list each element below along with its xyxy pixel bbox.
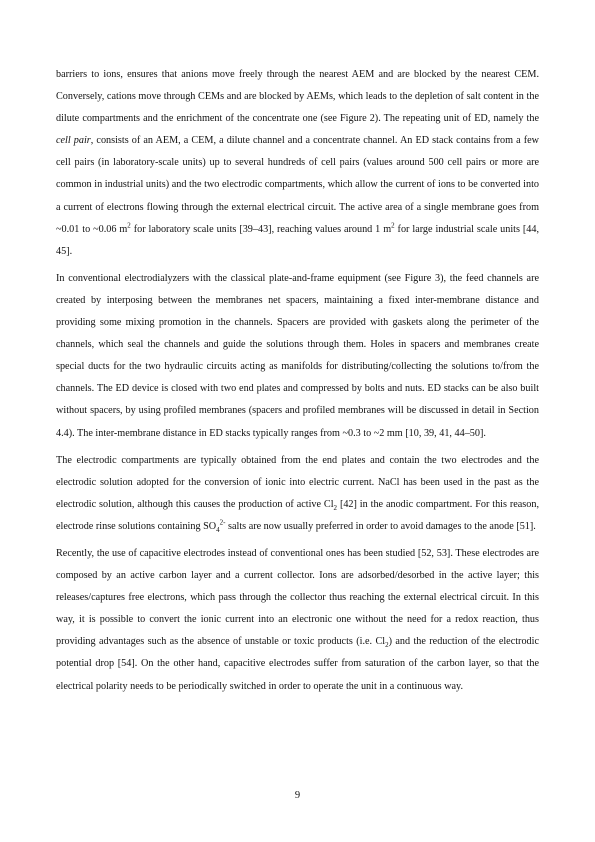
text-segment: for laboratory scale units [39–43], reaching values around 1 m [130, 223, 392, 235]
text-segment: cell pair [56, 135, 91, 147]
text-segment: 2 [333, 503, 338, 512]
paragraph-4 [56, 543, 539, 698]
page-number: 9 [294, 790, 301, 801]
text-segment: 2 [385, 641, 389, 650]
text-segment: [42] in the anodic compartment. For this reason, electrode rinse solutions containing SO [56, 498, 539, 532]
text-segment: In conventional electrodialyzers with the classical plate-and-frame equipment (see Figure 3), the feed channels are created by interposing between the membranes net spacers, maintaining a fixed inter-membrane distance and providing some mixing promotion in the channels. Spacers are provided with gaskets along the perimeter of the channels, which seal the channels and guide the solutions through them. Holes in spacers and membranes create special ducts for the two hydraulic circuits acting as manifolds for distributing/collecting the solutions to/from the channels. The ED device is closed with two end plates and compressed by bolts and nuts. ED stacks can be also built without spacers, by using profiled membranes (spacers and profiled membranes will be discussed in detail in Section 4.4). The inter-membrane distance in ED stacks typically ranges from ~0.3 to ~2 mm [10, 39, 41, 44–50]. [56, 272, 539, 439]
paragraph-2 [56, 268, 539, 445]
body-text [56, 64, 539, 703]
text-segment: 2 [127, 221, 131, 230]
text-segment: 4 [216, 525, 220, 534]
text-segment: 2- [219, 518, 226, 527]
text-segment: barriers to ions, ensures that anions move freely through the nearest AEM and are blocked by the nearest CEM. Conversely, cations move through CEMs and are blocked by AEMs, which leads to the depletion of salt content in the dilute compartments and the enrichment of the concentrate one (see Figure 2). The repeating unit of ED, namely the [56, 69, 539, 125]
text-segment: The electrodic compartments are typically obtained from the end plates and contain the two electrodes and the electrodic solution adopted for the conversion of ionic into electric current. NaCl has been used in the past as the electrodic solution, although this causes the production of active Cl [56, 454, 539, 510]
text-segment: ) and the reduction of the electrodic potential drop [54]. On the other hand, capacitive electrodes suffer from saturation of the carbon layer, so that the electrical polarity needs to be periodically switched in order to operate the unit in a continuous way. [56, 636, 539, 692]
text-segment: , consists of an AEM, a CEM, a dilute channel and a concentrate channel. An ED stack contains from a few cell pairs (in laboratory-scale units) up to several hundreds of cell pairs (values around 500 cell pairs or more are common in industrial units) and the two electrodic compartments, which allow the current of ions to be converted into a current of electrons flowing through the external electrical circuit. The active area of a single membrane goes from ~0.01 to ~0.06 m [56, 135, 539, 235]
text-segment: for large industrial scale units [44, 45]. [56, 223, 540, 257]
text-segment: 2 [391, 221, 395, 230]
text-segment: salts are now usually preferred in order to avoid damages to the anode [51]. [225, 520, 536, 532]
text-segment: Recently, the use of capacitive electrodes instead of conventional ones has been studied [52, 53]. These electrodes are composed by an active carbon layer and a current collector. Ions are adsorbed/desorbed in the active layer; this releases/captures free electrons, which pass through the collector thus reaching the external electrical circuit. In this way, it is possible to convert the ionic current into an electronic one without the need for a redox reaction, thus providing advantages such as the absence of unstable or toxic products (i.e. Cl [56, 547, 539, 648]
paragraph-3 [56, 450, 539, 538]
paragraph-1 [56, 64, 539, 263]
